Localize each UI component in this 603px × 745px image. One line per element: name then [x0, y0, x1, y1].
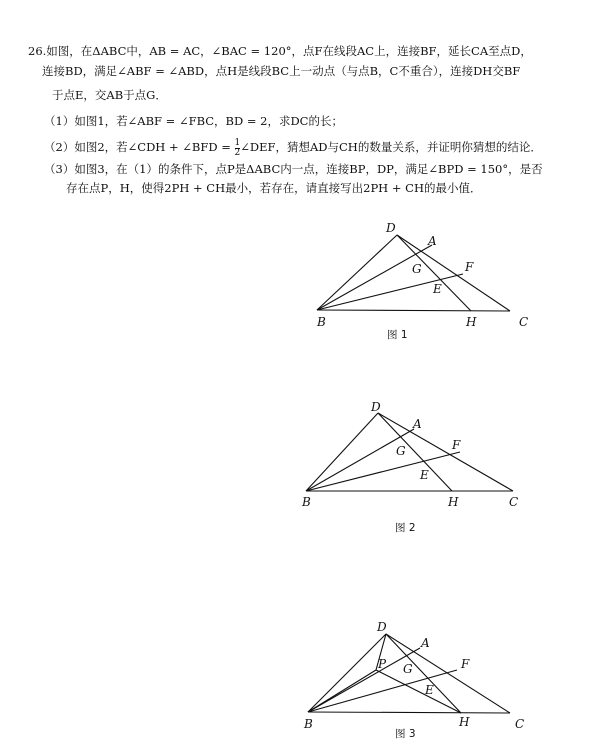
fig1-label-A: A — [428, 234, 437, 248]
fig1-label-F: F — [465, 260, 474, 274]
fig2-segment-BF — [306, 452, 460, 491]
fig2-label-H: H — [448, 495, 459, 509]
fig3-label-G: G — [403, 662, 413, 676]
fig2-label-F: F — [452, 438, 461, 452]
fig3-segment-DB — [308, 634, 386, 712]
fig2-label-C: C — [509, 495, 519, 509]
fig3-label-A: A — [421, 636, 430, 650]
fig3-label-F: F — [461, 657, 470, 671]
fig2-segment-DB — [306, 413, 378, 491]
question-3-line-1: （3）如图3，在（1）的条件下，点P是ΔABC内一点，连接BP，DP，满足∠BPD = 150°，是否 — [44, 162, 543, 176]
fig2-label-D: D — [371, 400, 381, 414]
fig1-segment-DB — [317, 235, 397, 310]
fig1-label-H: H — [466, 315, 477, 329]
question-1: （1）如图1，若∠ABF = ∠FBC，BD = 2，求DC的长； — [44, 114, 343, 128]
fig1-label-D: D — [386, 221, 396, 235]
fig2-label-G: G — [396, 444, 406, 458]
fig2-segment-BA — [306, 429, 414, 491]
fig3-label-B: B — [304, 717, 313, 731]
fig3-segment-BF — [308, 670, 457, 712]
fig1-label-G: G — [412, 262, 422, 276]
fig3-label-P: P — [378, 657, 387, 671]
problem-line-3: 于点E，交AB于点G． — [52, 88, 167, 102]
question-3-line-2: 存在点P，H，使得2PH + CH最小，若存在，请直接写出2PH + CH的最小值． — [66, 181, 482, 195]
fig3-label-C: C — [515, 717, 525, 731]
fig3-segment-BP — [308, 670, 376, 712]
figure-2-caption: 图 2 — [395, 522, 416, 534]
fig1-label-B: B — [317, 315, 326, 329]
fraction-denominator: 2 — [234, 147, 241, 158]
problem-line-2: 连接BD，满足∠ABF = ∠ABD，点H是线段BC上一动点（与点B，C不重合），连接DH交BF — [42, 64, 521, 78]
fig1-segment-BA — [317, 245, 432, 310]
fig3-segment-BA — [308, 648, 420, 712]
fig2-label-E: E — [420, 468, 429, 482]
question-2-pre: （2）如图2，若∠CDH + ∠BFD = — [44, 140, 235, 154]
fig2-label-B: B — [302, 495, 311, 509]
figure-1-caption: 图 1 — [387, 329, 408, 341]
fig1-segment-BC — [317, 310, 510, 311]
fig3-label-H: H — [459, 715, 470, 729]
fig3-segment-PH — [376, 670, 461, 713]
problem-line-1: 26.如图，在ΔABC中，AB = AC，∠BAC = 120°，点F在线段AC上，连接BF，延长CA至点D， — [28, 44, 532, 58]
figure-3-caption: 图 3 — [395, 728, 416, 740]
question-2-post: ∠DEF，猜想AD与CH的数量关系，并证明你猜想的结论． — [240, 140, 542, 154]
fig3-label-E: E — [425, 683, 434, 697]
fig3-segment-BC — [308, 712, 510, 713]
fig1-label-E: E — [433, 282, 442, 296]
fig3-label-D: D — [377, 620, 387, 634]
fig2-label-A: A — [413, 417, 422, 431]
fraction-numerator: 1 — [234, 137, 241, 148]
fig1-label-C: C — [519, 315, 529, 329]
